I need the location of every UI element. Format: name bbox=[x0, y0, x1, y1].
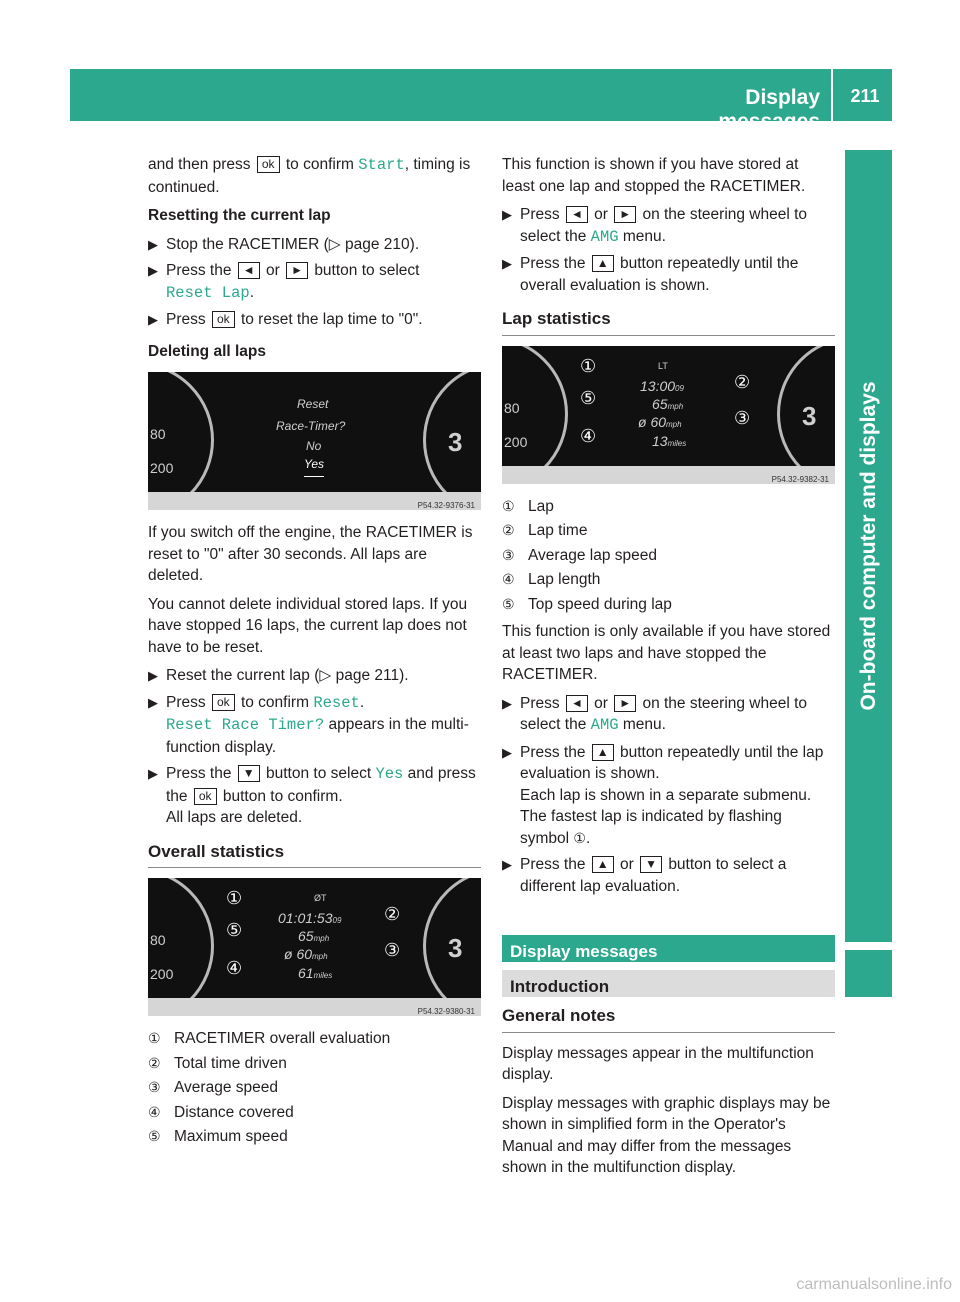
legend-item: ⑤ Top speed during lap bbox=[502, 595, 672, 613]
legend-item: ④ Lap length bbox=[502, 571, 601, 588]
arrow-icon: ▶ bbox=[502, 695, 512, 711]
paragraph: and then press ok to confirm Start, timing is continued. bbox=[148, 156, 471, 196]
step-item: ▶ Press the ▲ button repeatedly until the lap evaluation is shown. Each lap is shown in a separate submenu. The fastest lap is indicated by flashing symbol ①. bbox=[502, 743, 824, 847]
legend-item: ③ Average speed bbox=[148, 1079, 278, 1096]
arrow-icon: ▶ bbox=[502, 207, 512, 222]
legend-item: ③ Average lap speed bbox=[502, 546, 657, 564]
step-item: ▶ Press ok to reset the lap time to "0". bbox=[148, 309, 481, 331]
ok-key-icon: ok bbox=[194, 788, 217, 805]
up-key-icon: ▲ bbox=[592, 255, 614, 272]
right-key-icon: ► bbox=[614, 695, 636, 712]
step-item: ▶ Stop the RACETIMER (▷ page 210). bbox=[148, 234, 481, 256]
left-key-icon: ◄ bbox=[566, 206, 588, 223]
paragraph: Display messages appear in the multifunction display. bbox=[502, 1044, 814, 1083]
arrow-icon: ▶ bbox=[148, 312, 158, 327]
step-item: ▶ Press ◄ or ► on the steering wheel to select the AMG menu. bbox=[502, 694, 808, 734]
ok-key-icon: ok bbox=[212, 694, 235, 711]
section-bar-display-messages: Display messages bbox=[502, 935, 835, 962]
step-item: ▶ Press the ▲ or ▼ button to select a different lap evaluation. bbox=[502, 856, 787, 895]
section-title: Display messages bbox=[718, 86, 820, 133]
side-tab-marker bbox=[845, 950, 892, 997]
page-number: 211 bbox=[850, 86, 880, 106]
step-item: ▶ Press the ◄ or ► button to select Reset Lap. bbox=[148, 262, 420, 302]
step-item: ▶ Press the ▲ button repeatedly until the overall evaluation is shown. bbox=[502, 255, 799, 294]
down-key-icon: ▼ bbox=[238, 765, 260, 782]
figure-lap-statistics: 80 200 3 ① ⑤ ④ ② ③ LT 13:0009 65mph ø 60mph 13miles P54.32-9382-31 bbox=[502, 346, 835, 484]
arrow-icon: ▶ bbox=[502, 857, 512, 872]
legend-item: ① Lap bbox=[502, 497, 554, 515]
step-item: ▶ Press ok to confirm Reset. Reset Race Timer? appears in the multi-function display. bbox=[148, 693, 469, 756]
legend-item: ① RACETIMER overall evaluation bbox=[148, 1030, 391, 1047]
paragraph: You cannot delete individual stored laps. If you have stopped 16 laps, the current lap does not have to be reset. bbox=[148, 595, 468, 656]
subsection-bar-introduction: Introduction bbox=[502, 970, 835, 997]
up-key-icon: ▲ bbox=[592, 856, 614, 873]
arrow-icon: ▶ bbox=[502, 744, 512, 760]
paragraph: If you switch off the engine, the RACETIMER is reset to "0" after 30 seconds. All laps are deleted. bbox=[148, 524, 473, 584]
left-key-icon: ◄ bbox=[238, 262, 260, 279]
watermark: carmanualsonline.info bbox=[796, 1276, 952, 1293]
legend-item: ④ Distance covered bbox=[148, 1103, 294, 1121]
ok-key-icon: ok bbox=[212, 311, 235, 328]
heading-general-notes: General notes bbox=[502, 1005, 835, 1033]
ok-key-icon: ok bbox=[257, 156, 280, 173]
step-item: ▶ Reset the current lap (▷ page 211). bbox=[148, 665, 481, 687]
up-key-icon: ▲ bbox=[592, 744, 614, 761]
header-divider bbox=[831, 69, 833, 121]
arrow-icon: ▶ bbox=[148, 236, 158, 252]
paragraph: This function is only available if you have stored at least two laps and have stopped the RACETIMER. bbox=[502, 623, 831, 683]
arrow-icon: ▶ bbox=[148, 263, 158, 278]
arrow-icon: ▶ bbox=[502, 256, 512, 271]
right-column bbox=[502, 154, 835, 1186]
right-key-icon: ► bbox=[286, 262, 308, 279]
figure-overall-statistics: 80 200 3 ① ⑤ ④ ② ③ ØT 01:01:5309 65mph ø 60mph 61miles P54.32-9380-31 bbox=[148, 878, 481, 1016]
step-item: ▶ Press the ▼ button to select Yes and press the ok button to confirm. All laps are deleted. bbox=[148, 765, 476, 826]
side-tab-label: On-board computer and displays bbox=[856, 381, 880, 711]
arrow-icon: ▶ bbox=[148, 766, 158, 781]
heading-overall-statistics: Overall statistics bbox=[148, 841, 481, 869]
legend-item: ② Lap time bbox=[502, 522, 588, 539]
arrow-icon: ▶ bbox=[148, 668, 158, 683]
down-key-icon: ▼ bbox=[640, 856, 662, 873]
left-key-icon: ◄ bbox=[566, 695, 588, 712]
legend-item: ② Total time driven bbox=[148, 1054, 287, 1072]
heading-lap-statistics: Lap statistics bbox=[502, 308, 835, 336]
left-column bbox=[148, 154, 481, 1151]
step-item: ▶ Press ◄ or ► on the steering wheel to select the AMG menu. bbox=[502, 206, 808, 246]
heading-reset-lap: Resetting the current lap bbox=[148, 207, 331, 224]
code-reset-lap: Reset Lap bbox=[166, 283, 250, 302]
figure-reset-racetimer: 80 200 3 Reset Race-Timer? No Yes P54.32-9376-31 bbox=[148, 372, 481, 510]
legend-item: ⑤ Maximum speed bbox=[148, 1128, 288, 1145]
arrow-icon: ▶ bbox=[148, 694, 158, 710]
right-key-icon: ► bbox=[614, 206, 636, 223]
heading-delete-laps: Deleting all laps bbox=[148, 342, 267, 360]
paragraph: Display messages with graphic displays may be shown in simplified form in the Operator's Manual and may differ from the messages shown in the multifunction display. bbox=[502, 1094, 831, 1176]
code-start: Start bbox=[358, 156, 405, 174]
paragraph: This function is shown if you have stored at least one lap and stopped the RACETIMER. bbox=[502, 156, 806, 195]
